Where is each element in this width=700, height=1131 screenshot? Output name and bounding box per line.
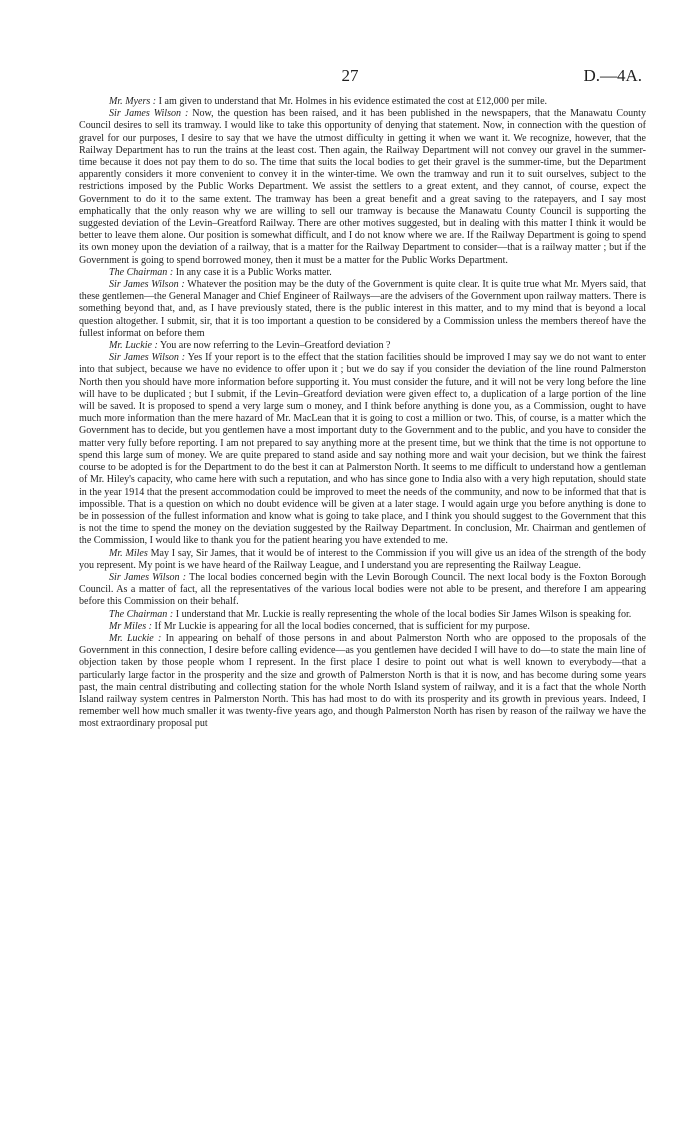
paragraph-text: Whatever the position may be the duty of the Government is quite clear. It is quite true what Mr. Myers said, that these gentlemen—the General Manager and Chief Engineer of Railways—are the advisers of the Government upon railway matters. There is something beyond that, and, as I have previously stated, there is the public interest in this matter, and to my mind that is beyond a local question altogether. I submit, sir, that it is too important a question to be considered by a Commission unless the members thereof have the fullest informat on before them [79, 279, 646, 339]
paragraph [79, 267, 646, 279]
speaker-name: Mr. Miles [109, 547, 148, 559]
paragraph [79, 633, 646, 731]
paragraph-text: The local bodies concerned begin with the Levin Borough Council. The next local body is the Foxton Borough Council. As a matter of fact, all the representatives of the various local bodies were not able to be present, and therefore I am appearing before this Commission on their behalf. [79, 571, 646, 608]
paragraph [79, 621, 646, 633]
paragraph-text: Yes If your report is to the effect that the station facilities should be improved I may say we do not want to enter into that subject, because we have no evidence to offer upon it ; but we do say if you consider the deviation of the line round Palmerston North then you should have more information before supporting it. You must consider the future, and it will not be very long before the line will have to be duplicated ; but I submit, if the Levin–Greatford deviation were given effect to, a duplication of a large portion of the line will be saved. It is proposed to spend a very large sum o money, and I think before anything is done you, as a Commission, ought to have much more information than the mere hazard of Mr. MacLean that it is going to cost a million or two. This, of course, is a matter which the Government has to decide, but you gentlemen have a most important duty to the Government and to the public, and you have to consider the matter very fully before reporting. I am not prepared to say anything more at the present time, but we think that the time is not opportune to spend this large sum of money. We are quite prepared to stand aside and say nothing more and wait your decision, but we think the fairest course to be adopted is for the Department to do the best it can at Palmerston North. It seems to me difficult to understand how a gentleman of Mr. Hiley's capacity, who came here with such a reputation, and who has since gone to India also with a very high reputation, should state in the year 1914 that the present accommodation could be improved to meet the needs of the community, and now to be informed that that is impossible. That is a question on which no doubt evidence will be given at a later stage. I would again urge you before anything is done to be in possession of the fullest information and know what is going to take place, and I think you should suggest to the Government that this is not the time to spend the money on the deviation suggested by the Railway Department. In conclusion, Mr. Chairman and gentlemen of the Commission, I would like to thank you for the patient hearing you have extended to me. [79, 352, 647, 547]
paragraph-text: If Mr Luckie is appearing for all the local bodies concerned, that is sufficient for my purpose. [154, 620, 530, 632]
speaker-name: Mr. Myers : [109, 96, 157, 107]
paragraph [79, 279, 646, 340]
speaker-name: Sir James Wilson : [109, 279, 185, 291]
paragraph-text: May I say, Sir James, that it would be of interest to the Commission if you will give us an idea of the strength of the body you represent. My point is we have heard of the Railway League, and I understand you are representing the Railway League. [79, 547, 646, 571]
speaker-name: Sir James Wilson : [109, 571, 187, 583]
paragraph-text: Now, the question has been raised, and it has been published in the newspapers, that the Manawatu County Council desires to sell its tramway. I would like to take this opportunity of denying that statement. Now, in connection with the question of gravel for our purposes, I desire to say that we have the utmost difficulty in getting it when we want it. We recognize, however, that the Railway Department has to run the trains at the least cost. Then again, the Railway Department will not convey our gravel in the summer-time because it does not pay them to do so. The time that suits the local bodies to get their gravel is the summer-time, but the Department apparently considers it more convenient to convey it in the winter-time. We own the tramway and run it to suit ourselves, subject to the restrictions imposed by the Public Works Department. We assist the settlers to a great extent, and they cannot, of course, expect the Government to do it to the same extent. The tramway has been a great benefit and a great saving to the ratepayers, and I say most emphatically that the only reason why we are willing to sell our tramway is because the Manawatu County Council is supporting the suggested deviation of the Levin–Greatford Railway. There are other motives suggested, but in dealing with this matter I think it would be better to leave them alone. Our position is somewhat difficult, and I do not know where we are. If the Railway Department is going to spend its own money upon the deviation of a railway, that is a matter for the Railway Department to consider—that is a railway matter ; but if the Government is going to spend borrowed money, then it must be a matter for the Public Works Department. [79, 108, 646, 266]
paragraph-text: I am given to understand that Mr. Holmes in his evidence estimated the cost at £12,000 per mile. [158, 96, 548, 107]
paragraph [79, 352, 646, 547]
speaker-name: Mr Miles : [109, 620, 152, 632]
paragraph-text: I understand that Mr. Luckie is really representing the whole of the local bodies Sir James Wilson is speaking for. [175, 608, 632, 620]
paragraph-text: In any case it is a Public Works matter. [175, 266, 332, 278]
document-reference: D.—4A. [583, 66, 642, 85]
speaker-name: Mr. Luckie : [109, 632, 162, 644]
paragraph-text: In appearing on behalf of those persons in and about Palmerston North who are opposed to the proposals of the Government in this connection, I desire before calling evidence—as you gentlemen have decided I will have to do—to state the main line of objection taken by those people whom I represent. In the first place I desire to point out what is well known to everybody—that a particularly large factor in the prosperity and the size and growth of Palmerston North is that it is now, and has become during some years past, the main central distributing and collecting station for the whole North Island system of railway, and it is a fact that the whole North Island railway system centres in Palmerston North. This has had most to do with its prosperity and its growth in previous years. Indeed, I remember well how much smaller it was twenty-five years ago, and though Palmerston North has risen by reason of the railway we have the most extraordinary proposal put [79, 632, 647, 730]
speaker-name: The Chairman : [109, 266, 174, 278]
speaker-name: Sir James Wilson : [109, 108, 189, 120]
paragraph [79, 609, 646, 621]
transcript-body [79, 96, 646, 731]
speaker-name: Sir James Wilson : [109, 352, 186, 364]
paragraph [79, 548, 646, 572]
paragraph [79, 96, 646, 108]
speaker-name: Mr. Luckie : [109, 340, 158, 352]
paragraph [79, 340, 646, 352]
paragraph [79, 108, 646, 267]
paragraph [79, 572, 646, 609]
paragraph-text: You are now referring to the Levin–Greatford deviation ? [159, 340, 391, 352]
speaker-name: The Chairman : [109, 608, 174, 620]
page-number: 27 [341, 66, 359, 85]
